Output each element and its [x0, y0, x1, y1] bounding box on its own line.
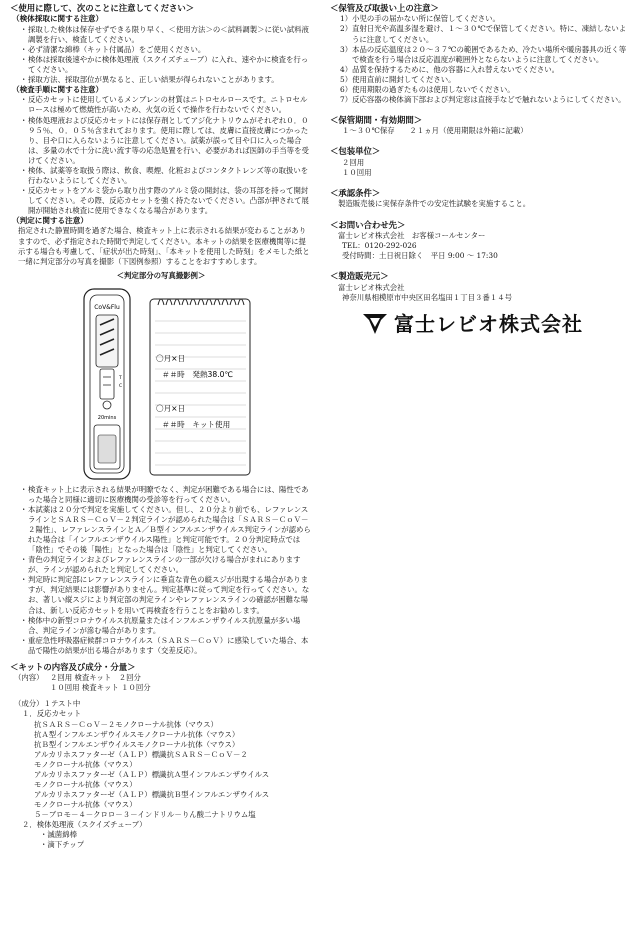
list-item: ・ 検体中の新型コロナウイルス抗原量またはインフルエンザウイルス抗原量が多い場合、判定ラインが滲む場合があります。 — [10, 616, 312, 636]
list-item: 6）使用期限の過ぎたものは使用しないでください。 — [340, 84, 515, 94]
list-item: ・ 採取方法、採取部位が異なると、正しい結果が得られないことがあります。 — [10, 75, 312, 85]
memo-entry-2-date: 〇月×日 — [156, 403, 186, 413]
contact-hours: 受付時間：土日祝日除く 平日 9:00 ～ 17:30 — [342, 251, 498, 261]
cassette-t-label: T — [119, 375, 122, 381]
contents-block — [10, 673, 312, 693]
component-item: ・滅菌綿棒 — [40, 830, 77, 840]
judgment-text: 指定された静置時間を過ぎた場合、検査キット上に表示される結果が変わることがありますので、必ず指定された時間で判定してください。本キットの結果を医療機関等に提示する場合も考慮して、「症状が出た時刻」、「本キットを使用した時刻」をメモした紙と一緒に判定部分の写真を撮影（下図例参照）することをおすすめします。 — [18, 226, 310, 266]
test-procedure-title: （検査手順に関する注意） — [12, 85, 104, 95]
component-item: アルカリホスファターゼ（ＡＬＰ）標識抗Ｂ型インフルエンザウイルス — [34, 789, 270, 799]
list-item: ・ 反応カセットに使用しているメンブレンの材質はニトロセルロースです。ニトロセルロースは極めて燃焼性が高いため、火気の近くで操作を行わないでください。 — [10, 95, 312, 115]
right-column — [330, 3, 632, 338]
list-item: ・ 重症急性呼吸器症候群コロナウイルス（ＳＡＲＳ－ＣｏＶ）に感染していた場合、本品で陽性の結果が出る場合があります（交差反応）。 — [10, 636, 312, 656]
component-item-text: 滴下チップ — [47, 840, 85, 850]
test-cassette — [84, 289, 130, 479]
expiry-title: ＜保管期間・有効期間＞ — [330, 114, 423, 125]
cassette-c-label: C — [119, 383, 123, 389]
memo-entry-1-text: ＃＃時 発熱38.0℃ — [162, 369, 233, 379]
package-item: １０回用 — [342, 167, 372, 177]
list-item: 3）本品の反応温度は２０～３７℃の範囲であるため、冷たい場所や暖房器具の近く等で検査を行う場合は反応温度が範囲外とならないように注意してください。 — [340, 44, 627, 64]
list-item: 5）使用直前に開封してください。 — [340, 74, 456, 84]
component-item: アルカリホスファターゼ（ＡＬＰ）標識抗Ａ型インフルエンザウイルス — [34, 769, 270, 779]
company-logo-text: 富士レビオ株式会社 — [394, 311, 583, 336]
package-item: ２回用 — [342, 157, 365, 167]
component-item: 抗Ｂ型インフルエンザウイルスモノクローナル抗体（マウス） — [34, 739, 240, 749]
component-item: 抗ＳＡＲＳ－ＣｏＶ－２モノクローナル抗体（マウス） — [34, 719, 218, 729]
contents-item: ２回用 検査キット ２回分 — [50, 673, 141, 683]
photo-example-illustration — [10, 285, 312, 485]
list-item: 2）直射日光や高温多湿を避け、１～３０℃で保管してください。特に、凍結しないように注意してください。 — [340, 24, 627, 44]
list-item: ・ 判定時に判定部にレファレンスラインに垂直な青色の縦スジが出現する場合がありますが、判定結果には影響がありません。判定基準に従って判定を行ってください。なお、著しい縦スジにより判定部の判定ラインやレファレンスラインの確認が困難な場合は、新しい反応カセットを用いて再検査を行うことをお勧めします。 — [10, 575, 312, 615]
component-item: ５－ブロモ－４－クロロ－３－インドリル－りん酸二ナトリウム塩 — [34, 810, 256, 820]
list-item: ・ 反応カセットをアルミ袋から取り出す際のアルミ袋の開封は、袋の耳部を持って開封してください。その際、反応カセットを強く持たないでください。凸部が押されて展開が開始され検査に使用できなくなる場合があります。 — [10, 186, 312, 216]
list-item: 1）小児の手の届かない所に保管してください。 — [340, 14, 500, 24]
list-item: ・ 検体処理液および反応カセットには保存剤としてアジ化ナトリウムがそれぞれ０．０９５％、０．０５％含まれております。使用に際しては、皮膚に直接皮膚につかったり、目や口に入らないように注意してください。試薬が誤って目や口に入った場合は、多量の水で十分に洗い流す等の応急処置を行い、必要があれば医師の手当等を受けてください。 — [10, 116, 312, 166]
manufacturer-address: 神奈川県相模原市中央区田名塩田１丁目３番１４号 — [342, 292, 512, 302]
memo-notepad — [150, 299, 250, 475]
contact-company: 富士レビオ株式会社 お客様コールセンター — [338, 230, 486, 240]
component-item: 抗Ａ型インフルエンザウイルスモノクローナル抗体（マウス） — [34, 729, 240, 739]
approval-title: ＜承認条件＞ — [330, 188, 381, 199]
manufacturer-name: 富士レビオ株式会社 — [338, 282, 405, 292]
components-label: （成分）１テスト中 — [14, 699, 81, 709]
component-item: モノクローナル抗体（マウス） — [34, 759, 137, 769]
photo-example-figure — [10, 285, 312, 485]
list-item: ・ 採取した検体は保存せずできる限り早く、＜使用方法＞の＜試料調製＞に従い試料液調製を行い、検査してください。 — [10, 25, 312, 45]
kit-contents-title: ＜キットの内容及び成分・分量＞ — [10, 661, 136, 672]
photo-example-caption: ＜判定部分の写真撮影例＞ — [116, 270, 206, 280]
package-title: ＜包装単位＞ — [330, 146, 381, 157]
company-logo — [362, 311, 632, 338]
memo-entry-1-date: 〇月×日 — [156, 353, 186, 363]
component-item: モノクローナル抗体（マウス） — [34, 800, 137, 810]
list-item: ・ 青色の判定ラインおよびレファレンスラインの一部が欠ける場合がまれにありますが、ラインが認められたと判定してください。 — [10, 555, 312, 575]
list-item: ・ 必ず清潔な綿棒（キット付属品）をご使用ください。 — [10, 45, 312, 55]
reaction-cassette-title: １．反応カセット — [22, 709, 82, 719]
cassette-time-label: 20mins — [97, 414, 117, 421]
component-item: モノクローナル抗体（マウス） — [34, 779, 137, 789]
list-item: 7）反応容器の検体滴下部および判定窓は直接手などで触れないようにしてください。 — [340, 94, 626, 104]
list-item: ・ 検体、試薬等を取扱う際は、飲食、喫煙、化粧およびコンタクトレンズ等の取扱いを行わないようにしてください。 — [10, 166, 312, 186]
left-column — [10, 3, 312, 850]
contact-title: ＜お問い合わせ先＞ — [330, 219, 406, 230]
component-item: アルカリホスファターゼ（ＡＬＰ）標識抗ＳＡＲＳ－ＣｏＶ－２ — [34, 749, 248, 759]
contents-item: １０回用 検査キット １０回分 — [50, 683, 151, 693]
cassette-brand-label: CoV&Flu — [94, 303, 120, 311]
company-logo-mark — [362, 312, 388, 336]
component-item-text: 滅菌綿棒 — [47, 830, 77, 840]
list-item: ・ 検査キット上に表示される結果が明瞭でなく、判定が困難である場合には、陽性であった場合と同様に適切に医療機関の受診等を行ってください。 — [10, 485, 312, 505]
contents-label: （内容） — [14, 673, 44, 683]
memo-entry-2-text: ＃＃時 キット使用 — [162, 419, 231, 429]
sample-collection-title: （検体採取に関する注意） — [12, 14, 104, 24]
list-item: ・ 検体は採取後速やかに検体処理液（スクイズチューブ）に入れ、速やかに検査を行ってください。 — [10, 55, 312, 75]
storage-title: ＜保管及び取扱い上の注意＞ — [330, 3, 439, 13]
list-item: 4）品質を保持するために、他の容器に入れ替えないでください。 — [340, 64, 560, 74]
component-item: ・滴下チップ — [40, 840, 85, 850]
expiry-text: １～３０℃保存 ２１ヵ月（使用期限は外箱に記載） — [342, 126, 528, 136]
approval-text: 製造販売後に実保存条件での安定性試験を実施すること。 — [338, 199, 531, 209]
contact-tel: TEL：0120-292-026 — [342, 240, 417, 250]
extraction-buffer-title: ２．検体処理液（スクイズチューブ） — [22, 820, 147, 830]
list-item: ・ 本試薬は２０分で判定を実施してください。但し、２０分より前でも、レファレンスラインとＳＡＲＳ－ＣｏＶ－２判定ラインが認められた場合は「ＳＡＲＳ－ＣｏＶ－２陽性」、レファレンスラインとＡ／Ｂ型インフルエンザウイルス判定ラインが認められた場合は「インフルエンザウイルス陽性」と判定可能です。２０分判定時点では「陰性」でその後「陽性」となった場合は「陰性」と判定してください。 — [10, 505, 312, 555]
manufacturer-title: ＜製造販売元＞ — [330, 271, 389, 282]
judgment-title: （判定に関する注意） — [12, 216, 88, 226]
usage-notes-title: ＜使用に際して、次のことに注意してください＞ — [10, 3, 195, 13]
